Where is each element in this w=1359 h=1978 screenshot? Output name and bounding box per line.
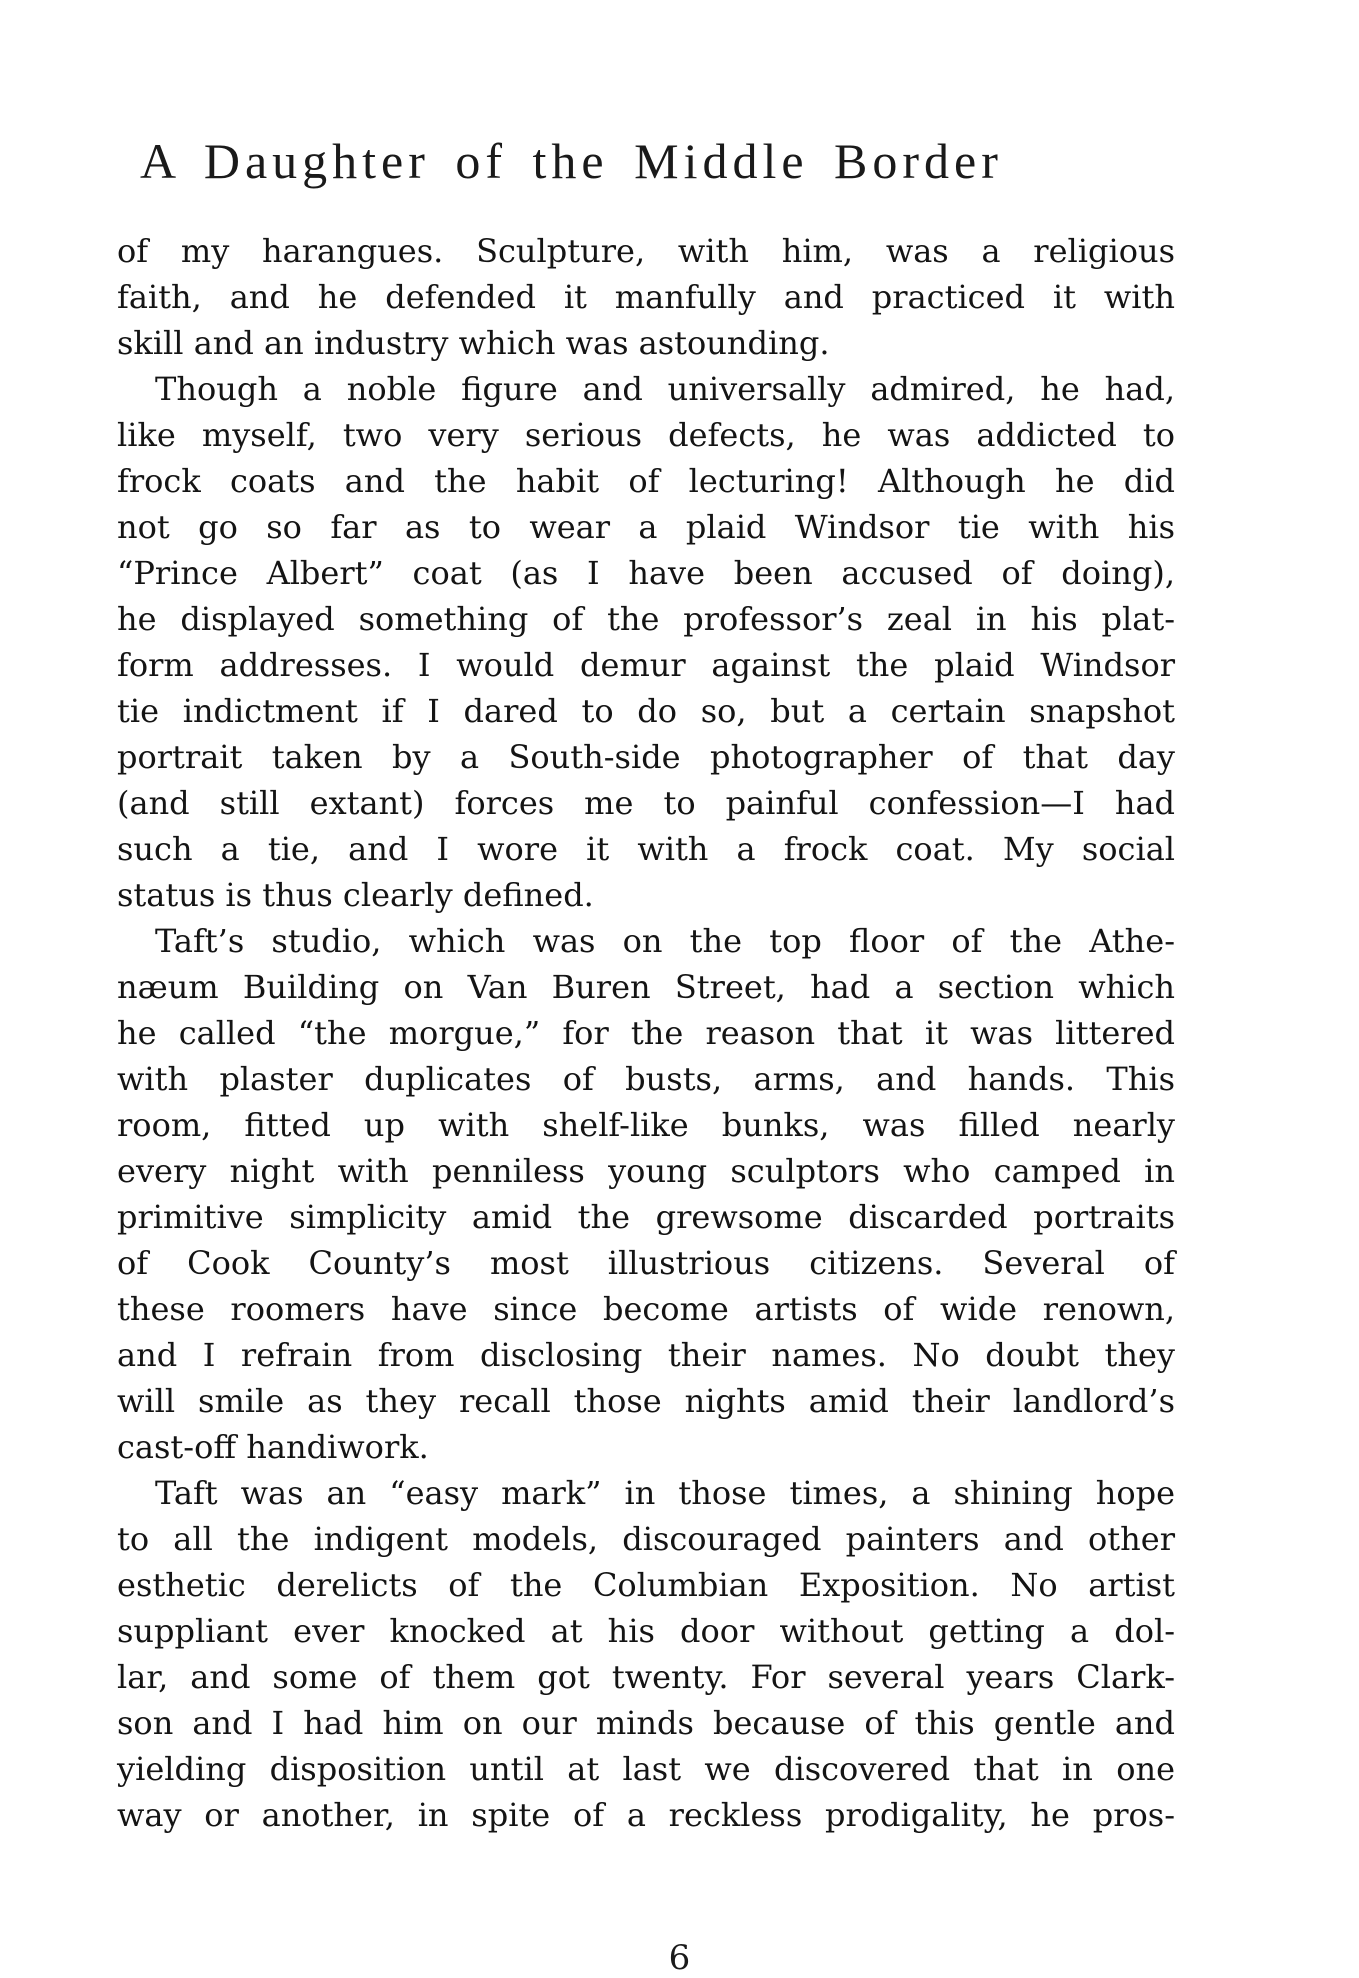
text-line: form addresses. I would demur against the plaid Windsor [117, 646, 1175, 684]
text-line: he displayed something of the professor’s zeal in his plat- [117, 600, 1175, 638]
text-line: yielding disposition until at last we discovered that in one [117, 1750, 1175, 1788]
page-number: 6 [668, 1938, 691, 1978]
text-line: “Prince Albert” coat (as I have been accused of doing), [117, 554, 1175, 592]
text-line: faith, and he defended it manfully and practiced it with [117, 278, 1175, 316]
text-line: tie indictment if I dared to do so, but a certain snapshot [117, 692, 1175, 730]
text-line: skill and an industry which was astounding. [117, 324, 830, 362]
text-line: to all the indigent models, discouraged painters and other [117, 1520, 1175, 1558]
text-line: and I refrain from disclosing their names. No doubt they [117, 1336, 1175, 1374]
paragraph-first-line: Though a noble figure and universally admired, he had, [155, 370, 1175, 408]
text-line: with plaster duplicates of busts, arms, and hands. This [117, 1060, 1175, 1098]
text-line: son and I had him on our minds because of this gentle and [117, 1704, 1175, 1742]
text-line: these roomers have since become artists of wide renown, [117, 1290, 1175, 1328]
text-line: way or another, in spite of a reckless prodigality, he pros- [117, 1796, 1175, 1834]
text-line: primitive simplicity amid the grewsome discarded portraits [117, 1198, 1175, 1236]
text-line: of Cook County’s most illustrious citizens. Several of [117, 1244, 1175, 1282]
text-line: status is thus clearly defined. [117, 876, 594, 914]
text-line: such a tie, and I wore it with a frock coat. My social [117, 830, 1175, 868]
text-line: not go so far as to wear a plaid Windsor tie with his [117, 508, 1175, 546]
body-text [117, 228, 1175, 1838]
text-line: like myself, two very serious defects, he was addicted to [117, 416, 1175, 454]
text-line: (and still extant) forces me to painful confession—I had [117, 784, 1175, 822]
text-line: he called “the morgue,” for the reason that it was littered [117, 1014, 1175, 1052]
text-line: portrait taken by a South-side photographer of that day [117, 738, 1175, 776]
text-line: will smile as they recall those nights amid their landlord’s [117, 1382, 1175, 1420]
paragraph-first-line: Taft was an “easy mark” in those times, a shining hope [155, 1474, 1175, 1512]
text-line: of my harangues. Sculpture, with him, was a religious [117, 232, 1175, 270]
paragraph-first-line: Taft’s studio, which was on the top floor of the Athe- [155, 922, 1175, 960]
text-line: esthetic derelicts of the Columbian Exposition. No artist [117, 1566, 1175, 1604]
text-line: suppliant ever knocked at his door without getting a dol- [117, 1612, 1175, 1650]
text-line: every night with penniless young sculptors who camped in [117, 1152, 1175, 1190]
text-line: room, fitted up with shelf-like bunks, was filled nearly [117, 1106, 1175, 1144]
text-line: cast-off handiwork. [117, 1428, 429, 1466]
running-head: A Daughter of the Middle Border [140, 133, 1003, 189]
text-line: lar, and some of them got twenty. For several years Clark- [117, 1658, 1175, 1696]
text-line: frock coats and the habit of lecturing! Although he did [117, 462, 1175, 500]
text-line: næum Building on Van Buren Street, had a section which [117, 968, 1175, 1006]
